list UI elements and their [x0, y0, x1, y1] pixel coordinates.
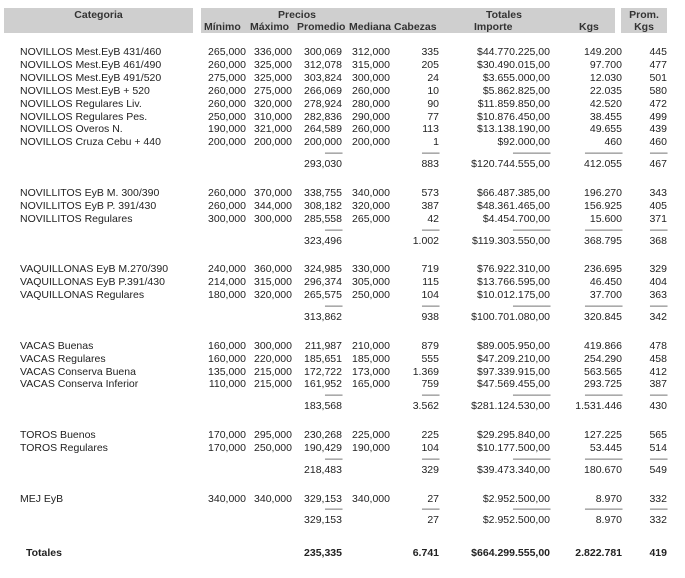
cell-kgs: 563.565 — [584, 365, 622, 378]
subtotal-row — [0, 311, 685, 324]
cell-minimo: 160,000 — [208, 339, 246, 352]
cell-kgs: --------------- — [584, 147, 622, 160]
cell-promedio: 264,589 — [304, 123, 342, 136]
cell-maximo: 220,000 — [254, 352, 292, 365]
cell-importe: $2.952.500,00 — [482, 492, 550, 505]
cell-maximo: 275,000 — [254, 84, 292, 97]
cell-categoria: VAQUILLONAS Regulares — [20, 289, 145, 302]
cell-maximo: 315,000 — [254, 276, 292, 289]
table-row — [0, 98, 685, 111]
cell-maximo: 215,000 — [254, 378, 292, 391]
cell-kgs: 196.270 — [584, 186, 622, 199]
cell-promedio: 323,496 — [304, 234, 342, 247]
cell-minimo: 170,000 — [208, 441, 246, 454]
cell-minimo: 214,000 — [208, 276, 246, 289]
cell-prom_kgs: 549 — [649, 463, 667, 476]
cell-prom_kgs: 430 — [649, 400, 667, 413]
cell-kgs: --------------- — [584, 452, 622, 465]
cell-cabezas: 113 — [422, 123, 439, 136]
cell-promedio: ------- — [324, 300, 342, 312]
cell-mediana: 185,000 — [352, 352, 390, 365]
cell-cabezas: 555 — [421, 352, 439, 365]
cell-prom_kgs: 580 — [649, 84, 667, 97]
cell-categoria: VACAS Conserva Buena — [20, 365, 136, 378]
cell-cabezas: 27 — [427, 492, 439, 505]
cell-promedio: ------- — [324, 223, 342, 236]
cell-categoria: NOVILLOS Mest.EyB + 520 — [20, 84, 150, 97]
cell-maximo: 340,000 — [254, 492, 292, 505]
cell-promedio: 293,030 — [304, 158, 342, 171]
cell-promedio: 200,000 — [304, 136, 342, 149]
cell-cabezas: 10 — [427, 84, 439, 97]
cell-maximo: 295,000 — [254, 429, 292, 441]
header-categoria — [4, 8, 193, 33]
cell-categoria: NOVILLITOS EyB P. 391/430 — [20, 199, 157, 212]
cell-promedio: 303,824 — [304, 71, 342, 84]
cell-promedio: 282,836 — [304, 110, 342, 123]
cell-prom_kgs: 419 — [649, 547, 667, 559]
cell-categoria: VAQUILLONAS EyB P.391/430 — [20, 276, 165, 289]
cell-cabezas: 90 — [427, 97, 439, 110]
cell-cabezas: 115 — [422, 276, 439, 289]
cell-importe: $2.952.500,00 — [482, 514, 550, 527]
cell-categoria: NOVILLITOS EyB M. 300/390 — [20, 186, 160, 199]
table-row — [0, 276, 685, 289]
cell-minimo: 160,000 — [208, 352, 246, 365]
cell-kgs: 53.445 — [589, 441, 622, 454]
cell-promedio: 329,153 — [304, 514, 342, 527]
subtotal-row — [0, 235, 685, 248]
header-kgs: Kgs — [579, 21, 599, 33]
cell-minimo: 260,000 — [208, 58, 246, 71]
cell-promedio: 313,862 — [304, 310, 342, 323]
cell-promedio: 266,069 — [304, 84, 342, 97]
table-row — [0, 187, 685, 200]
cell-importe: $92.000,00 — [497, 136, 550, 149]
cell-promedio: 183,568 — [304, 400, 342, 413]
cell-cabezas: ------- — [421, 503, 439, 516]
cell-cabezas: 42 — [427, 212, 439, 225]
cell-prom_kgs: ------- — [649, 389, 667, 402]
cell-maximo: 300,000 — [254, 339, 292, 352]
table-row — [0, 353, 685, 366]
cell-cabezas: 1 — [433, 136, 439, 149]
cell-promedio: ------- — [324, 389, 342, 402]
table-row — [0, 340, 685, 353]
cell-maximo: 215,000 — [254, 365, 292, 378]
cell-promedio: 296,374 — [304, 276, 342, 289]
cell-mediana: 320,000 — [352, 199, 390, 212]
cell-kgs: 8.970 — [595, 514, 622, 527]
subtotal-row — [0, 400, 685, 413]
cell-importe: $47.209.210,00 — [477, 352, 550, 365]
cell-prom_kgs: 412 — [649, 365, 667, 378]
cell-categoria: NOVILLOS Regulares Liv. — [20, 97, 142, 110]
header-precios-label: Precios — [278, 9, 316, 21]
cell-prom_kgs: ------- — [649, 503, 667, 516]
cell-kgs: 8.970 — [595, 492, 622, 505]
cell-categoria: NOVILLOS Overos N. — [20, 123, 123, 136]
cell-cabezas: 883 — [421, 158, 439, 171]
cell-cabezas: 205 — [421, 58, 439, 71]
cell-minimo: 180,000 — [208, 289, 246, 302]
cell-importe: $44.770.225,00 — [477, 46, 550, 58]
cell-importe: --------------- — [512, 147, 550, 160]
cell-kgs: 12.030 — [589, 71, 622, 84]
subtotal-row — [0, 514, 685, 527]
header-importe: Importe — [474, 21, 513, 33]
cell-cabezas: ------- — [421, 300, 439, 312]
cell-kgs: 15.600 — [589, 212, 622, 225]
cell-importe: $3.655.000,00 — [482, 71, 550, 84]
cell-promedio: 185,651 — [304, 352, 342, 365]
cell-importe: $13.138.190,00 — [477, 123, 550, 136]
cell-mediana: 305,000 — [352, 276, 390, 289]
cell-kgs: 38.455 — [589, 110, 622, 123]
cell-prom_kgs: 499 — [649, 110, 667, 123]
cell-promedio: 172,722 — [304, 365, 342, 378]
cell-maximo: 250,000 — [254, 441, 292, 454]
cell-mediana: 330,000 — [352, 263, 390, 276]
cell-kgs: 254.290 — [584, 352, 622, 365]
cell-cabezas: 6.741 — [412, 547, 439, 559]
cell-categoria: TOROS Buenos — [20, 429, 96, 441]
cell-mediana: 300,000 — [352, 71, 390, 84]
cell-cabezas: 759 — [421, 378, 439, 391]
cell-kgs: --------------- — [584, 503, 622, 516]
cell-prom_kgs: 565 — [649, 429, 667, 441]
cell-maximo: 200,000 — [254, 136, 292, 149]
cell-mediana: 260,000 — [352, 84, 390, 97]
cell-prom_kgs: 332 — [649, 492, 667, 505]
cell-cabezas: 573 — [421, 186, 439, 199]
cell-promedio: 211,987 — [304, 339, 342, 352]
cell-kgs: 42.520 — [589, 97, 622, 110]
cell-cabezas: 3.562 — [412, 400, 439, 413]
cell-importe: --------------- — [512, 300, 550, 312]
cell-maximo: 320,000 — [254, 97, 292, 110]
cell-prom_kgs: 460 — [649, 136, 667, 149]
header-prom-kgs: Kgs — [634, 21, 654, 33]
cell-mediana: 173,000 — [352, 365, 390, 378]
cell-importe: $30.490.015,00 — [477, 58, 550, 71]
cell-kgs: 37.700 — [589, 289, 622, 302]
cell-cabezas: 387 — [421, 199, 439, 212]
cell-minimo: 300,000 — [208, 212, 246, 225]
table-row — [0, 429, 685, 442]
cell-importe: $10.012.175,00 — [477, 289, 550, 302]
cell-promedio: 265,575 — [304, 289, 342, 302]
cell-cabezas: ------- — [421, 389, 439, 402]
cell-prom_kgs: 439 — [649, 123, 667, 136]
cell-kgs: --------------- — [584, 300, 622, 312]
cell-categoria: VAQUILLONAS EyB M.270/390 — [20, 263, 169, 276]
cell-promedio: 278,924 — [304, 97, 342, 110]
cell-importe: $5.862.825,00 — [482, 84, 550, 97]
header-minimo: Mínimo — [204, 21, 241, 33]
cell-prom_kgs: 458 — [649, 352, 667, 365]
table-row — [0, 46, 685, 59]
header-totales-label: Totales — [486, 9, 522, 21]
cell-categoria: NOVILLOS Mest.EyB 461/490 — [20, 58, 162, 71]
cell-mediana: 165,000 — [352, 378, 390, 391]
cell-prom_kgs: 477 — [649, 58, 667, 71]
cell-maximo: 310,000 — [254, 110, 292, 123]
cell-prom_kgs: 368 — [649, 234, 667, 247]
cell-mediana: 250,000 — [352, 289, 390, 302]
cell-promedio: 161,952 — [304, 378, 342, 391]
cell-maximo: 325,000 — [254, 58, 292, 71]
cell-totals-label: Totales — [26, 547, 62, 559]
cell-importe: $119.303.550,00 — [471, 234, 550, 247]
cell-promedio: 312,078 — [304, 58, 342, 71]
cell-mediana: 290,000 — [352, 110, 390, 123]
header-promedio: Promedio — [297, 21, 346, 33]
header-mediana: Mediana — [349, 21, 392, 33]
cell-importe: $281.124.530,00 — [471, 400, 550, 413]
cell-cabezas: ------- — [421, 147, 439, 160]
header-prom-label: Prom. — [629, 9, 659, 21]
cell-prom_kgs: 445 — [649, 46, 667, 58]
cell-kgs: 293.725 — [584, 378, 622, 391]
cell-importe: $76.922.310,00 — [477, 263, 550, 276]
cell-minimo: 135,000 — [208, 365, 246, 378]
cell-promedio: 285,558 — [304, 212, 342, 225]
cell-cabezas: 225 — [421, 429, 439, 441]
cell-importe: $100.701.080,00 — [471, 310, 550, 323]
cell-promedio: 235,335 — [304, 547, 342, 559]
cell-prom_kgs: 343 — [649, 186, 667, 199]
subtotal-row — [0, 158, 685, 171]
cell-minimo: 240,000 — [208, 263, 246, 276]
cell-mediana: 225,000 — [352, 429, 390, 441]
cell-minimo: 260,000 — [208, 186, 246, 199]
cell-minimo: 260,000 — [208, 84, 246, 97]
cell-promedio: 308,182 — [304, 199, 342, 212]
cell-categoria: NOVILLOS Mest.EyB 491/520 — [20, 71, 162, 84]
table-row — [0, 59, 685, 72]
cell-prom_kgs: 478 — [649, 339, 667, 352]
cell-prom_kgs: 472 — [649, 97, 667, 110]
cell-maximo: 360,000 — [254, 263, 292, 276]
cell-cabezas: 938 — [421, 310, 439, 323]
cell-cabezas: 329 — [421, 463, 439, 476]
cell-importe: $664.299.555,00 — [471, 547, 550, 559]
cell-prom_kgs: 387 — [649, 378, 667, 391]
cell-kgs: 2.822.781 — [575, 547, 622, 559]
cell-importe: --------------- — [512, 452, 550, 465]
cell-prom_kgs: 514 — [649, 441, 667, 454]
cell-promedio: ------- — [324, 452, 342, 465]
cell-mediana: 200,000 — [352, 136, 390, 149]
cell-kgs: 320.845 — [584, 310, 622, 323]
cell-importe: $47.569.455,00 — [477, 378, 550, 391]
cell-prom_kgs: 329 — [649, 263, 667, 276]
cell-categoria: NOVILLOS Regulares Pes. — [20, 110, 148, 123]
cell-promedio: 324,985 — [304, 263, 342, 276]
cell-importe: $11.859.850,00 — [477, 97, 550, 110]
cell-mediana: 340,000 — [352, 186, 390, 199]
cell-maximo: 300,000 — [254, 212, 292, 225]
cell-categoria: NOVILLOS Cruza Cebu + 440 — [20, 136, 161, 149]
cell-categoria: VACAS Regulares — [20, 352, 106, 365]
cell-categoria: VACAS Conserva Inferior — [20, 378, 139, 391]
cell-kgs: 127.225 — [584, 429, 622, 441]
cell-kgs: 49.655 — [589, 123, 622, 136]
cell-minimo: 110,000 — [208, 378, 246, 391]
cell-kgs: 419.866 — [584, 339, 622, 352]
cell-cabezas: 24 — [427, 71, 439, 84]
cell-promedio: 190,429 — [304, 441, 342, 454]
cell-importe: $48.361.465,00 — [477, 199, 550, 212]
header-maximo: Máximo — [250, 21, 290, 33]
cell-maximo: 320,000 — [254, 289, 292, 302]
cell-prom_kgs: 371 — [649, 212, 667, 225]
cell-kgs: 460 — [604, 136, 622, 149]
cell-minimo: 250,000 — [208, 110, 246, 123]
cell-maximo: 321,000 — [254, 123, 292, 136]
cell-prom_kgs: 467 — [649, 158, 667, 171]
table-row — [0, 85, 685, 98]
table-row — [0, 366, 685, 379]
cell-cabezas: ------- — [421, 452, 439, 465]
header-precios — [201, 8, 393, 33]
cell-kgs: 180.670 — [584, 463, 622, 476]
cell-maximo: 325,000 — [254, 71, 292, 84]
cell-cabezas: 1.002 — [412, 234, 439, 247]
cell-kgs: 46.450 — [589, 276, 622, 289]
cell-importe: --------------- — [512, 503, 550, 516]
cell-categoria: TOROS Regulares — [20, 441, 108, 454]
cell-kgs: 1.531.446 — [575, 400, 622, 413]
cell-kgs: 22.035 — [589, 84, 622, 97]
cell-minimo: 260,000 — [208, 199, 246, 212]
cell-mediana: 315,000 — [352, 58, 390, 71]
cell-kgs: 236.695 — [584, 263, 622, 276]
cell-importe: $4.454.700,00 — [482, 212, 550, 225]
cell-kgs: 368.795 — [584, 234, 622, 247]
cell-minimo: 340,000 — [208, 492, 246, 505]
cell-mediana: 312,000 — [352, 46, 390, 58]
cell-importe: --------------- — [512, 223, 550, 236]
cell-cabezas: 879 — [421, 339, 439, 352]
cell-kgs: 412.055 — [584, 158, 622, 171]
cell-kgs: 97.700 — [589, 58, 622, 71]
cell-promedio: ------- — [324, 503, 342, 516]
cell-mediana: 280,000 — [352, 97, 390, 110]
cell-categoria: MEJ EyB — [20, 492, 64, 505]
cell-importe: $29.295.840,00 — [477, 429, 550, 441]
cell-prom_kgs: 332 — [649, 514, 667, 527]
cell-promedio: ------- — [324, 147, 342, 160]
subtotal-row — [0, 464, 685, 477]
header-cabezas: Cabezas — [394, 21, 437, 33]
cell-categoria: NOVILLOS Mest.EyB 431/460 — [20, 46, 162, 58]
cell-categoria: VACAS Buenas — [20, 339, 94, 352]
cell-prom_kgs: ------- — [649, 223, 667, 236]
cell-promedio: 338,755 — [304, 186, 342, 199]
cell-kgs: --------------- — [584, 223, 622, 236]
header-categoria-label: Categoria — [74, 9, 123, 21]
cell-maximo: 336,000 — [254, 46, 292, 58]
table-row — [0, 111, 685, 124]
totals-row — [0, 547, 685, 560]
table-row — [0, 123, 685, 136]
cell-minimo: 265,000 — [208, 46, 246, 58]
cell-importe: --------------- — [512, 389, 550, 402]
header-totales — [393, 8, 615, 33]
cell-minimo: 200,000 — [208, 136, 246, 149]
cell-promedio: 230,268 — [304, 429, 342, 441]
cell-promedio: 329,153 — [304, 492, 342, 505]
cell-maximo: 370,000 — [254, 186, 292, 199]
header-prom — [621, 8, 667, 33]
cell-importe: $66.487.385,00 — [477, 186, 550, 199]
cell-importe: $120.744.555,00 — [471, 158, 550, 171]
cell-importe: $10.177.500,00 — [477, 441, 550, 454]
cell-prom_kgs: ------- — [649, 300, 667, 312]
table-row — [0, 200, 685, 213]
cell-cabezas: ------- — [421, 223, 439, 236]
cell-prom_kgs: 342 — [649, 310, 667, 323]
cell-prom_kgs: 405 — [649, 199, 667, 212]
cell-minimo: 275,000 — [208, 71, 246, 84]
cell-cabezas: 104 — [421, 289, 439, 302]
cell-promedio: 218,483 — [304, 463, 342, 476]
cell-mediana: 340,000 — [352, 492, 390, 505]
cell-mediana: 265,000 — [352, 212, 390, 225]
table-row — [0, 72, 685, 85]
cell-mediana: 210,000 — [352, 339, 390, 352]
cell-cabezas: 27 — [427, 514, 439, 527]
cell-promedio: 300,069 — [304, 46, 342, 58]
table-row — [0, 263, 685, 276]
cell-prom_kgs: ------- — [649, 452, 667, 465]
cell-kgs: --------------- — [584, 389, 622, 402]
cell-importe: $10.876.450,00 — [477, 110, 550, 123]
cell-prom_kgs: ------- — [649, 147, 667, 160]
cell-minimo: 260,000 — [208, 97, 246, 110]
cell-cabezas: 335 — [421, 46, 439, 58]
cell-cabezas: 104 — [421, 441, 439, 454]
cell-cabezas: 77 — [427, 110, 439, 123]
cell-kgs: 156.925 — [584, 199, 622, 212]
cell-importe: $39.473.340,00 — [477, 463, 550, 476]
cell-cabezas: 719 — [421, 263, 439, 276]
cell-maximo: 344,000 — [254, 199, 292, 212]
cell-cabezas: 1.369 — [412, 365, 439, 378]
cell-categoria: NOVILLITOS Regulares — [20, 212, 133, 225]
cell-importe: $13.766.595,00 — [477, 276, 550, 289]
cell-minimo: 170,000 — [208, 429, 246, 441]
cell-mediana: 260,000 — [352, 123, 390, 136]
cell-minimo: 190,000 — [208, 123, 246, 136]
cell-mediana: 190,000 — [352, 441, 390, 454]
cell-prom_kgs: 404 — [649, 276, 667, 289]
cell-prom_kgs: 363 — [649, 289, 667, 302]
cell-prom_kgs: 501 — [649, 71, 667, 84]
cell-kgs: 149.200 — [584, 46, 622, 58]
cell-importe: $97.339.915,00 — [477, 365, 550, 378]
cell-importe: $89.005.950,00 — [477, 339, 550, 352]
